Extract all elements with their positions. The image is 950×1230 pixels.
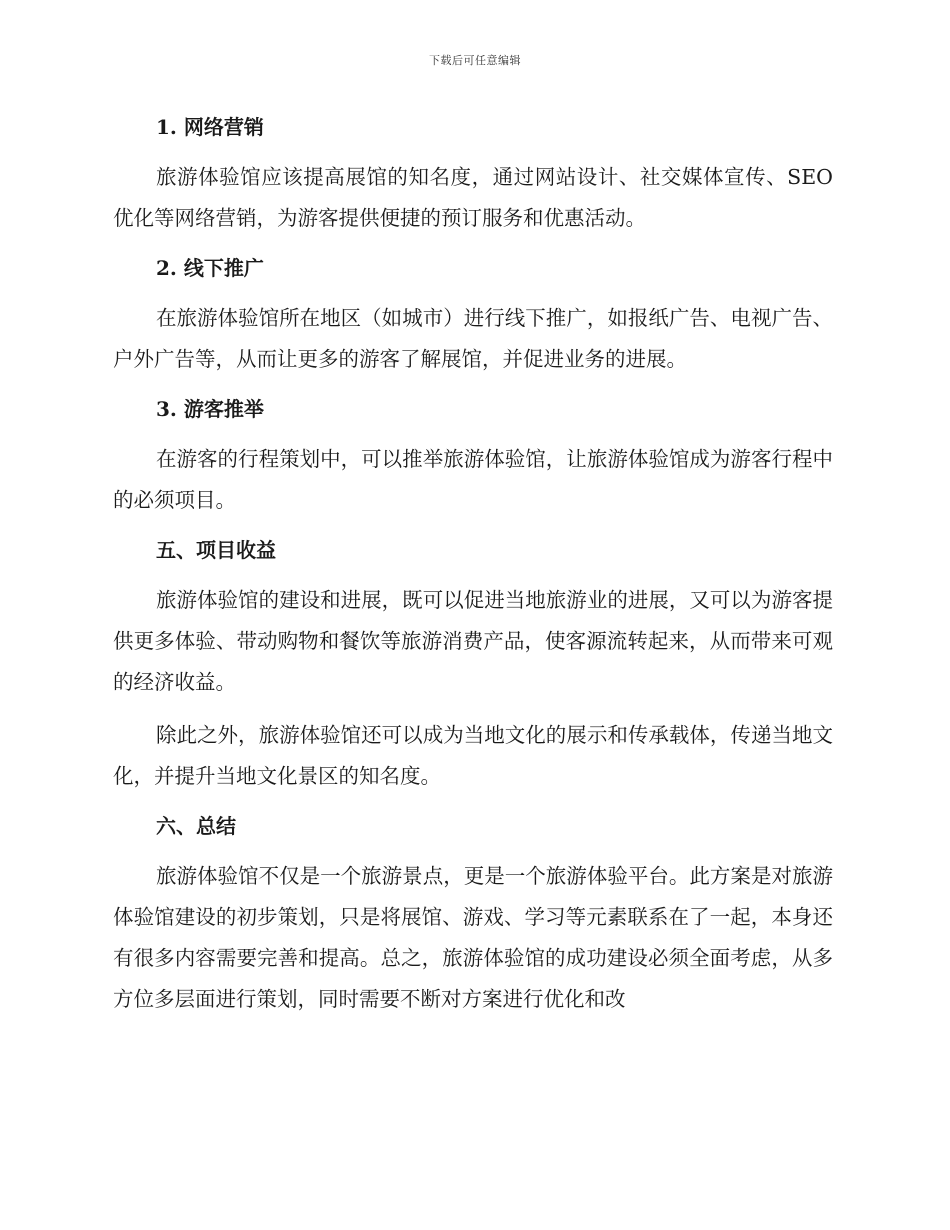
paragraph: 在旅游体验馆所在地区（如城市）进行线下推广，如报纸广告、电视广告、户外广告等，从而让更多的游客了解展馆，并促进业务的进展。 bbox=[113, 306, 833, 371]
paragraph: 旅游体验馆的建设和进展，既可以促进当地旅游业的进展，又可以为游客提供更多体验、带动购物和餐饮等旅游消费产品，使客源流转起来，从而带来可观的经济收益。 bbox=[113, 588, 833, 694]
section-heading: 1. 网络营销 bbox=[156, 115, 264, 139]
document-body bbox=[113, 110, 833, 1020]
section-online-marketing bbox=[113, 110, 833, 239]
paragraph: 旅游体验馆不仅是一个旅游景点，更是一个旅游体验平台。此方案是对旅游体验馆建设的初步策划，只是将展馆、游戏、学习等元素联系在了一起，本身还有很多内容需要完善和提高。总之，旅游体验馆的成功建设必须全面考虑，从多方位多层面进行策划，同时需要不断对方案进行优化和改 bbox=[113, 864, 833, 1011]
section-heading: 2. 线下推广 bbox=[156, 256, 264, 280]
section-summary bbox=[113, 809, 833, 1020]
paragraph: 在游客的行程策划中，可以推举旅游体验馆，让旅游体验馆成为游客行程中的必须项目。 bbox=[113, 447, 833, 512]
page-header: 下载后可任意编辑 bbox=[429, 54, 521, 67]
section-heading: 五、项目收益 bbox=[156, 538, 276, 562]
section-visitor-recommendation bbox=[113, 392, 833, 521]
section-project-revenue bbox=[113, 533, 833, 797]
section-heading: 六、总结 bbox=[156, 814, 236, 838]
paragraph: 旅游体验馆应该提高展馆的知名度，通过网站设计、社交媒体宣传、SEO 优化等网络营销，为游客提供便捷的预订服务和优惠活动。 bbox=[113, 165, 833, 230]
section-heading: 3. 游客推举 bbox=[156, 397, 264, 421]
section-offline-promotion bbox=[113, 251, 833, 380]
paragraph: 除此之外，旅游体验馆还可以成为当地文化的展示和传承载体，传递当地文化，并提升当地文化景区的知名度。 bbox=[113, 723, 833, 788]
